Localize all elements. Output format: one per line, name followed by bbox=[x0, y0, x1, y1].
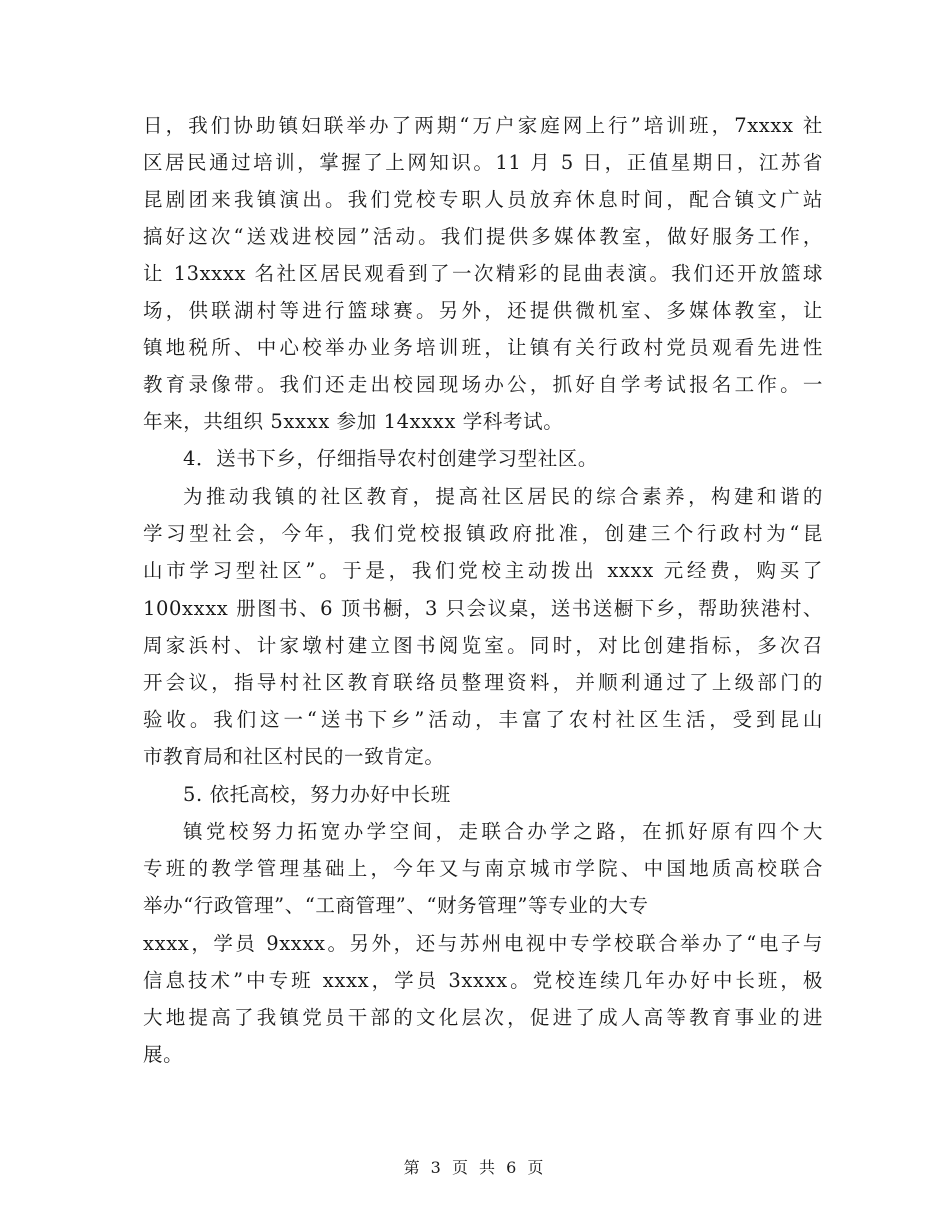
text-line: 专班的教学管理基础上，今年又与南京城市学院、中国地质高校联合 bbox=[143, 857, 823, 880]
text-line: 展。 bbox=[143, 1043, 184, 1066]
text-line: 镇地税所、中心校举办业务培训班，让镇有关行政村党员观看先进性 bbox=[143, 336, 823, 359]
text-line: 搞好这次“送戏进校园”活动。我们提供多媒体教室，做好服务工作， bbox=[143, 225, 823, 248]
text-line: 为推动我镇的社区教育，提高社区居民的综合素养，构建和谐的 bbox=[183, 485, 823, 508]
section-heading-5: 5. 依托高校，努力办好中长班 bbox=[183, 783, 451, 806]
text-line: 场，供联湖村等进行篮球赛。另外，还提供微机室、多媒体教室，让 bbox=[143, 299, 823, 322]
text-line: 区居民通过培训，掌握了上网知识。11 月 5 日，正值星期日，江苏省 bbox=[143, 151, 823, 174]
text-line: 山市学习型社区”。于是，我们党校主动拨出 xxxx 元经费，购买了 bbox=[143, 559, 823, 582]
text-line: 举办“行政管理”、“工商管理”、“财务管理”等专业的大专 bbox=[143, 894, 649, 917]
text-line: 市教育局和社区村民的一致肯定。 bbox=[143, 745, 445, 768]
text-line: 周家浜村、计家墩村建立图书阅览室。同时，对比创建指标，多次召 bbox=[143, 634, 823, 657]
text-line: 信息技术”中专班 xxxx，学员 3xxxx。党校连续几年办好中长班，极 bbox=[143, 969, 823, 992]
text-line: 日，我们协助镇妇联举办了两期“万户家庭网上行”培训班，7xxxx 社 bbox=[143, 114, 823, 137]
text-line: 大地提高了我镇党员干部的文化层次，促进了成人高等教育事业的进 bbox=[143, 1006, 823, 1029]
text-line: 昆剧团来我镇演出。我们党校专职人员放弃休息时间，配合镇文广站 bbox=[143, 188, 823, 211]
text-line: 验收。我们这一“送书下乡”活动，丰富了农村社区生活，受到昆山 bbox=[143, 708, 823, 731]
section-heading-4: 4．送书下乡，仔细指导农村创建学习型社区。 bbox=[183, 447, 599, 470]
text-line: 镇党校努力拓宽办学空间，走联合办学之路，在抓好原有四个大 bbox=[183, 820, 823, 843]
text-line: 教育录像带。我们还走出校园现场办公，抓好自学考试报名工作。一 bbox=[143, 373, 823, 396]
text-line: 开会议，指导村社区教育联络员整理资料，并顺利通过了上级部门的 bbox=[143, 671, 823, 694]
text-line: 学习型社会，今年，我们党校报镇政府批准，创建三个行政村为“昆 bbox=[143, 522, 823, 545]
text-line: xxxx，学员 9xxxx。另外，还与苏州电视中专学校联合举办了“电子与 bbox=[143, 932, 823, 955]
text-line: 100xxxx 册图书、6 顶书橱，3 只会议桌，送书送橱下乡，帮助狭港村、 bbox=[143, 597, 823, 620]
text-line: 年来，共组织 5xxxx 参加 14xxxx 学科考试。 bbox=[143, 410, 564, 433]
page-number-footer: 第 3 页 共 6 页 bbox=[403, 1158, 547, 1177]
text-line: 让 13xxxx 名社区居民观看到了一次精彩的昆曲表演。我们还开放篮球 bbox=[143, 262, 823, 285]
